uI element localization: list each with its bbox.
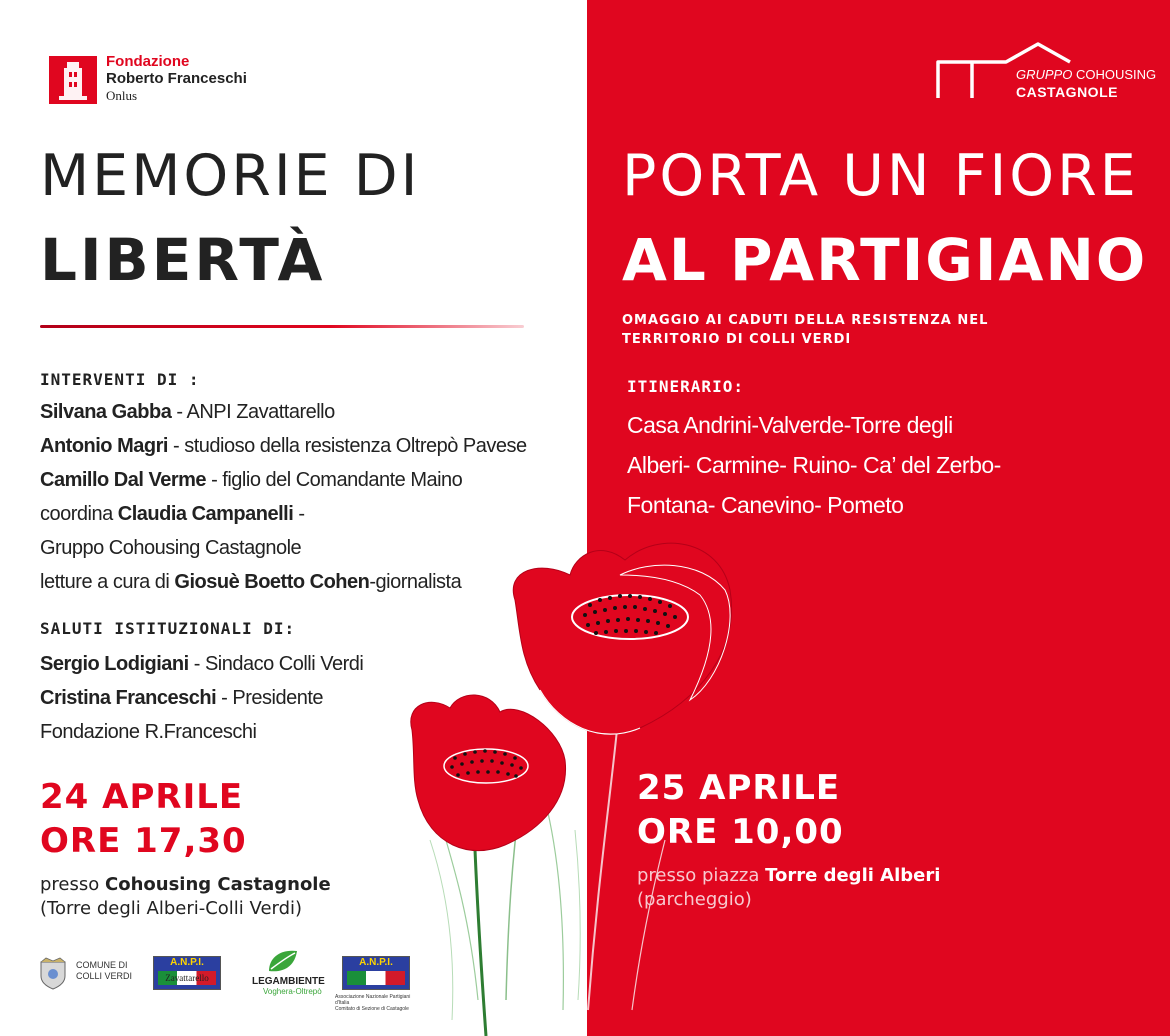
saluti-name: Sergio Lodigiani bbox=[40, 653, 189, 675]
anpi-castagnole-logo bbox=[342, 956, 410, 990]
comune-label bbox=[76, 960, 132, 982]
grass-blade bbox=[430, 840, 453, 1020]
legambiente-sub: Voghera-Oltrepò bbox=[263, 987, 322, 996]
speaker-list bbox=[40, 395, 527, 599]
small-poppy bbox=[411, 695, 566, 851]
grass-blade bbox=[575, 830, 580, 1000]
saluti-heading: SALUTI ISTITUZIONALI DI: bbox=[40, 619, 296, 638]
right-title-line2: AL PARTIGIANO bbox=[622, 226, 1148, 294]
fondazione-name-line2: Roberto Franceschi bbox=[106, 70, 247, 87]
grass-blade bbox=[545, 800, 563, 1010]
right-date-block bbox=[637, 766, 844, 854]
cohousing-logo-line1 bbox=[1016, 68, 1156, 82]
right-venue-line1 bbox=[637, 864, 940, 888]
fondazione-name-line1: Fondazione bbox=[106, 53, 190, 70]
letture-name: Giosuè Boetto Cohen bbox=[174, 571, 370, 593]
itinerary-line: Fontana- Canevino- Pometo bbox=[627, 492, 904, 518]
left-title-line2: LIBERTÀ bbox=[40, 226, 326, 294]
comune-crest-icon bbox=[36, 956, 70, 990]
speaker-name: Antonio Magri bbox=[40, 435, 168, 457]
left-venue-line1 bbox=[40, 873, 331, 897]
big-poppy bbox=[513, 543, 731, 734]
left-date: 24 APRILE bbox=[40, 777, 244, 817]
anpi-zavattarello-logo bbox=[153, 956, 221, 990]
poppy-stem bbox=[588, 720, 618, 1010]
saluti-list bbox=[40, 647, 363, 749]
left-title-line1: MEMORIE DI bbox=[40, 143, 421, 209]
itinerary-list bbox=[627, 405, 1047, 525]
comune-label-line2: COLLI VERDI bbox=[76, 971, 133, 981]
tower-icon bbox=[49, 56, 97, 104]
speaker-name: Camillo Dal Verme bbox=[40, 469, 207, 491]
speaker-role: - ANPI Zavattarello bbox=[171, 401, 335, 423]
anpi-caption-line2: Comitato di Sezione di Castagole bbox=[335, 1006, 409, 1012]
coordina-name: Claudia Campanelli bbox=[117, 503, 294, 525]
itinerary-line: Casa Andrini-Valverde-Torre degli bbox=[627, 412, 953, 438]
right-venue-name: Torre degli Alberi bbox=[765, 865, 941, 886]
saluti-name: Cristina Franceschi bbox=[40, 687, 217, 709]
saluti-role: - Sindaco Colli Verdi bbox=[188, 653, 364, 675]
anpi-title: A.N.P.I. bbox=[170, 957, 204, 968]
poppy-stem bbox=[475, 850, 486, 1036]
coordina-prefix: coordina bbox=[40, 503, 118, 525]
right-title-line1: PORTA UN FIORE bbox=[622, 143, 1139, 209]
left-venue-name: Cohousing Castagnole bbox=[105, 874, 331, 895]
anpi-sub: Zavattarello bbox=[165, 973, 209, 983]
cohousing-word: COHOUSING bbox=[1075, 67, 1157, 82]
letture-suffix: -giornalista bbox=[369, 571, 462, 593]
right-venue-prefix: presso piazza bbox=[637, 865, 766, 886]
coordina-line2: Gruppo Cohousing Castagnole bbox=[40, 537, 302, 559]
speaker-item bbox=[40, 463, 527, 497]
left-time: ORE 17,30 bbox=[40, 821, 247, 861]
speaker-role: - studioso della resistenza Oltrepò Pavese bbox=[167, 435, 527, 457]
left-date-block bbox=[40, 775, 247, 863]
left-venue bbox=[40, 873, 331, 921]
letture-prefix: letture a cura di bbox=[40, 571, 175, 593]
speaker-item bbox=[40, 395, 527, 429]
itinerary-line: Alberi- Carmine- Ruino- Ca’ del Zerbo- bbox=[627, 452, 1001, 478]
saluti-item bbox=[40, 647, 363, 681]
legambiente-leaf-icon bbox=[265, 947, 301, 975]
cohousing-gruppo: GRUPPO bbox=[1016, 67, 1073, 82]
left-venue-prefix: presso bbox=[40, 874, 105, 895]
comune-label-line1: COMUNE DI bbox=[76, 960, 128, 970]
fondazione-logo bbox=[49, 56, 97, 104]
coordina-line bbox=[40, 497, 527, 531]
legambiente-label: LEGAMBIENTE bbox=[252, 976, 325, 987]
speaker-name: Silvana Gabba bbox=[40, 401, 172, 423]
saluti-item bbox=[40, 681, 363, 715]
coordina-suffix: - bbox=[293, 503, 305, 525]
speaker-role: - figlio del Comandante Maino bbox=[206, 469, 463, 491]
saluti-line3: Fondazione R.Franceschi bbox=[40, 721, 257, 743]
cohousing-logo-line2: CASTAGNOLE bbox=[1016, 84, 1118, 100]
left-venue-line2: (Torre degli Alberi-Colli Verdi) bbox=[40, 898, 303, 919]
interventi-heading: INTERVENTI DI : bbox=[40, 370, 200, 389]
fondazione-name-line3: Onlus bbox=[106, 88, 138, 103]
right-date: 25 APRILE bbox=[637, 768, 841, 808]
right-venue bbox=[637, 864, 940, 912]
right-time: ORE 10,00 bbox=[637, 812, 844, 852]
speaker-item bbox=[40, 429, 527, 463]
right-venue-line2: (parcheggio) bbox=[637, 889, 752, 910]
omaggio-subtitle: OMAGGIO AI CADUTI DELLA RESISTENZA NEL TERRITORIO DI COLLI VERDI bbox=[622, 313, 989, 347]
itinerario-heading: ITINERARIO: bbox=[627, 377, 744, 396]
saluti-role: - Presidente bbox=[216, 687, 324, 709]
anpi-castagnole-caption bbox=[335, 994, 425, 1012]
title-divider bbox=[40, 325, 524, 328]
anpi-caption-line1: Associazione Nazionale Partigiani d'Italia bbox=[335, 994, 411, 1006]
letture-line bbox=[40, 565, 527, 599]
anpi-title: A.N.P.I. bbox=[359, 957, 393, 968]
